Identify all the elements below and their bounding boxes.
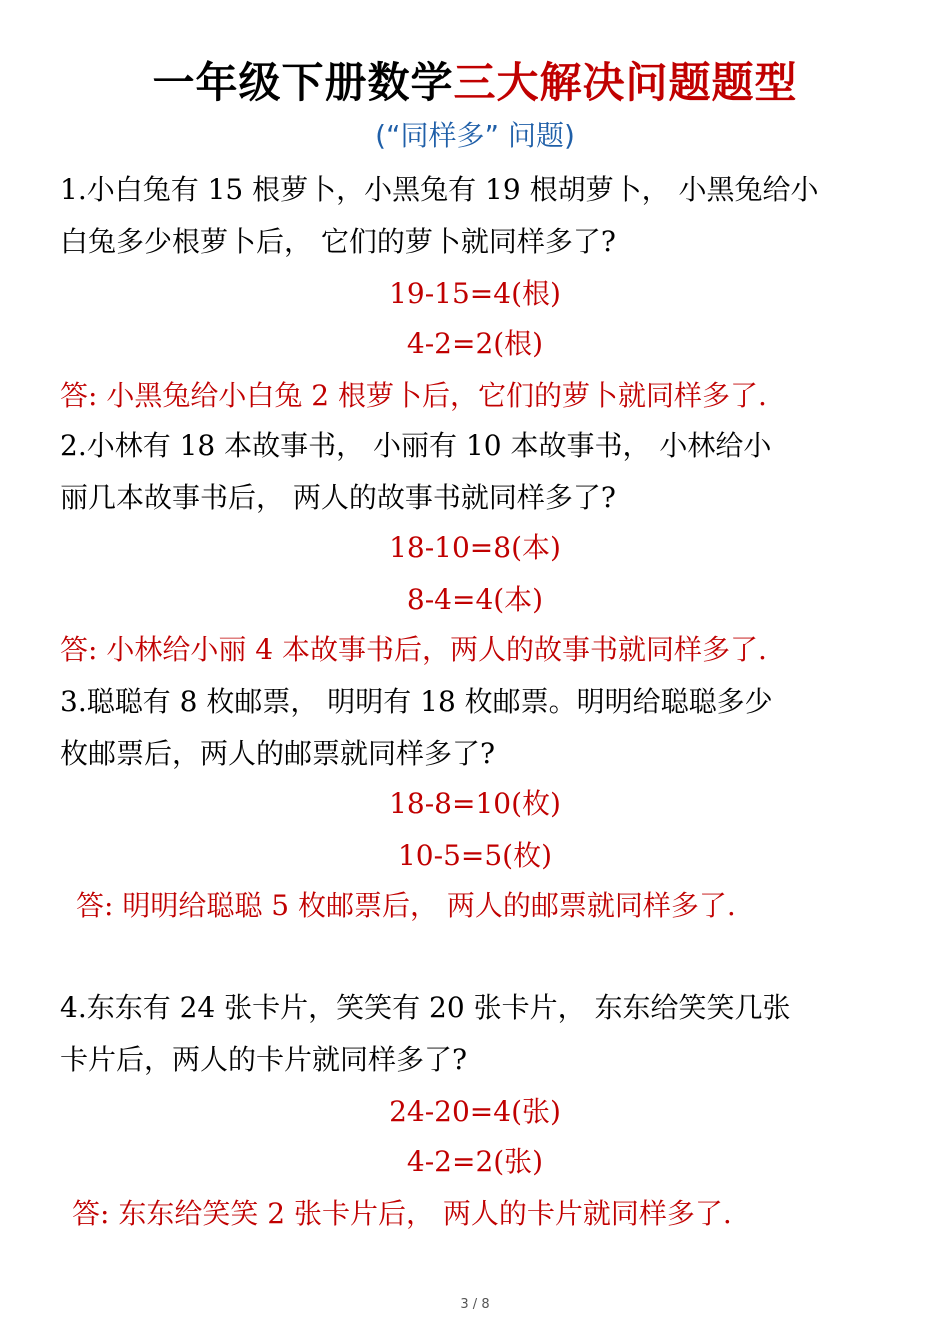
problem-3-answer: 答: 明明给聪聪 5 枚邮票后， 两人的邮票就同样多了. bbox=[76, 889, 736, 922]
problem-4-line-2: 卡片后，两人的卡片就同样多了? bbox=[60, 1043, 468, 1076]
problem-3-line-1: 3.聪聪有 8 枚邮票， 明明有 18 枚邮票。明明给聪聪多少 bbox=[60, 685, 773, 718]
problem-2-line-1: 2.小林有 18 本故事书， 小丽有 10 本故事书， 小林给小 bbox=[60, 429, 772, 462]
problem-4-calc-2: 4-2=2(张) bbox=[406, 1145, 544, 1178]
page-title bbox=[0, 55, 950, 111]
page-number: 3 / 8 bbox=[460, 1297, 490, 1312]
problem-2-answer: 答: 小林给小丽 4 本故事书后，两人的故事书就同样多了. bbox=[60, 633, 767, 666]
title-grade-part: 一年级下册数学 bbox=[152, 58, 454, 107]
problem-1-line-2: 白兔多少根萝卜后， 它们的萝卜就同样多了? bbox=[60, 225, 616, 258]
problem-4-answer: 答: 东东给笑笑 2 张卡片后， 两人的卡片就同样多了. bbox=[72, 1197, 732, 1230]
problem-1-line-1: 1.小白兔有 15 根萝卜，小黑兔有 19 根胡萝卜， 小黑兔给小 bbox=[60, 173, 819, 206]
problem-1-calc-1: 19-15=4(根) bbox=[389, 277, 561, 310]
problem-4-calc-1: 24-20=4(张) bbox=[389, 1095, 561, 1128]
problem-3-calc-1: 18-8=10(枚) bbox=[389, 787, 561, 820]
title-topic-part: 三大解决问题题型 bbox=[453, 58, 798, 107]
problem-1-answer: 答: 小黑兔给小白兔 2 根萝卜后，它们的萝卜就同样多了. bbox=[60, 379, 767, 412]
problem-3-calc-2: 10-5=5(枚) bbox=[397, 839, 553, 872]
problem-4-line-1: 4.东东有 24 张卡片，笑笑有 20 张卡片， 东东给笑笑几张 bbox=[60, 991, 791, 1024]
page-subtitle: (“同样多” 问题) bbox=[375, 119, 575, 152]
problem-1-calc-2: 4-2=2(根) bbox=[406, 327, 544, 360]
problem-3-line-2: 枚邮票后，两人的邮票就同样多了? bbox=[60, 737, 496, 770]
problem-2-calc-1: 18-10=8(本) bbox=[389, 531, 561, 564]
problem-2-line-2: 丽几本故事书后， 两人的故事书就同样多了? bbox=[60, 481, 616, 514]
problem-2-calc-2: 8-4=4(本) bbox=[406, 583, 544, 616]
